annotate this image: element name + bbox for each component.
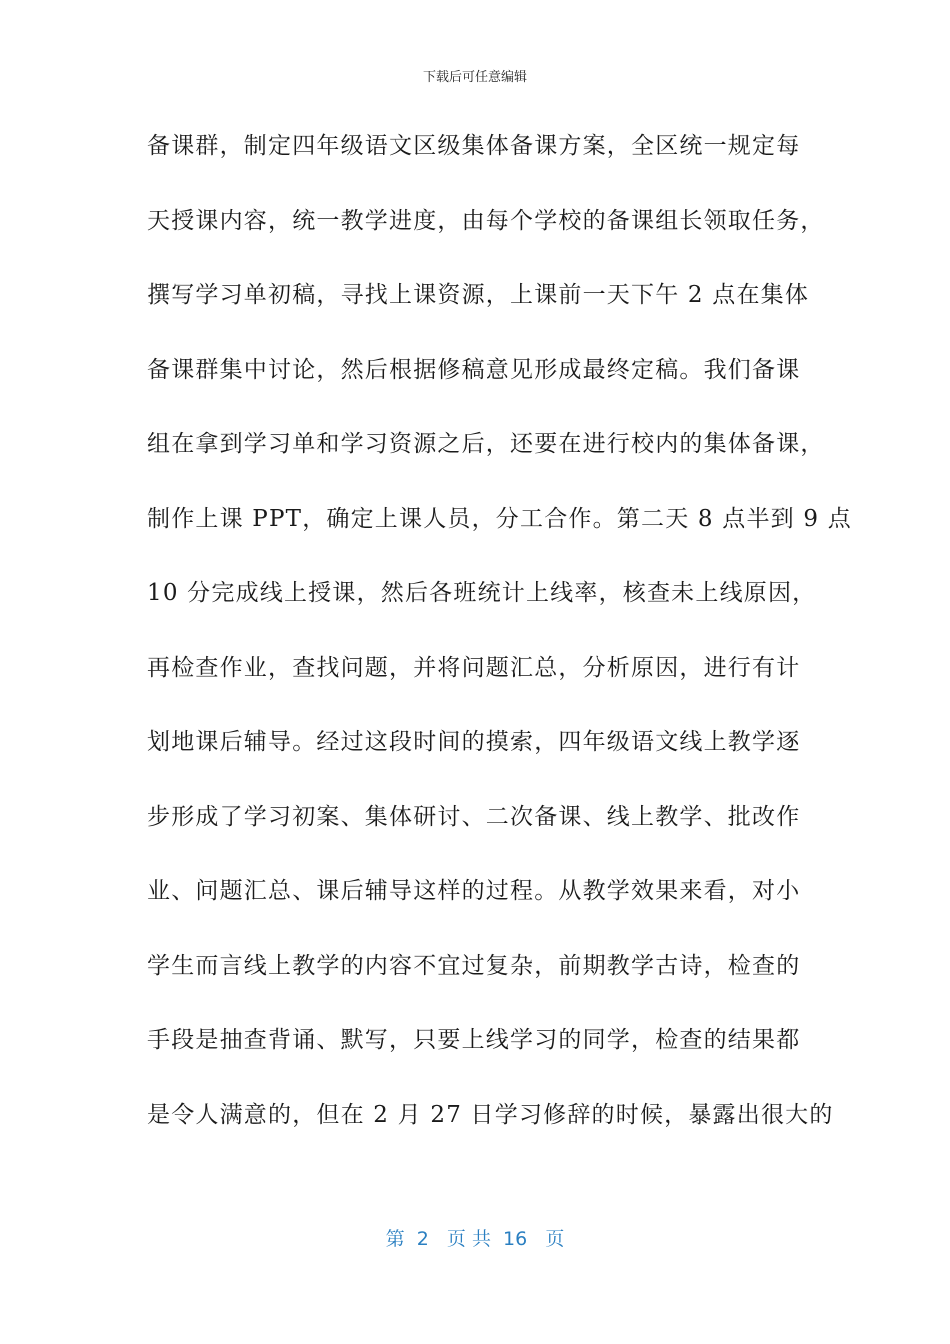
page-number-footer: 第 2 页 共 16 页 bbox=[385, 1228, 565, 1250]
text-line-9: 划地课后辅导。经过这段时间的摸索，四年级语文线上教学逐 bbox=[147, 729, 801, 755]
text-line-3: 撰写学习单初稿，寻找上课资源，上课前一天下午 2 点在集体 bbox=[147, 282, 810, 308]
text-line-4: 备课群集中讨论，然后根据修稿意见形成最终定稿。我们备课 bbox=[147, 356, 801, 383]
text-line-14: 是令人满意的，但在 2 月 27 日学习修辞的时候，暴露出很大的 bbox=[147, 1101, 834, 1128]
text-line-8: 再检查作业，查找问题，并将问题汇总，分析原因，进行有计 bbox=[147, 654, 801, 681]
text-line-11: 业、问题汇总、课后辅导这样的过程。从教学效果来看，对小 bbox=[147, 878, 801, 904]
text-line-12: 学生而言线上教学的内容不宜过复杂，前期教学古诗，检查的 bbox=[147, 952, 801, 979]
text-line-5: 组在拿到学习单和学习资源之后，还要在进行校内的集体备课， bbox=[147, 431, 825, 457]
document-body bbox=[147, 120, 852, 1163]
text-line-6: 制作上课 PPT，确定上课人员，分工合作。第二天 8 点半到 9 点 bbox=[147, 505, 852, 532]
text-line-2: 天授课内容，统一教学进度，由每个学校的备课组长领取任务， bbox=[147, 207, 825, 234]
page-header-note: 下载后可任意编辑 bbox=[422, 70, 527, 85]
text-line-10: 步形成了学习初案、集体研讨、二次备课、线上教学、批改作 bbox=[147, 803, 801, 830]
text-line-1: 备课群，制定四年级语文区级集体备课方案，全区统一规定每 bbox=[147, 133, 801, 159]
text-line-13: 手段是抽查背诵、默写，只要上线学习的同学，检查的结果都 bbox=[147, 1027, 801, 1053]
text-line-7: 10 分完成线上授课，然后各班统计上线率，核查未上线原因， bbox=[147, 580, 817, 606]
